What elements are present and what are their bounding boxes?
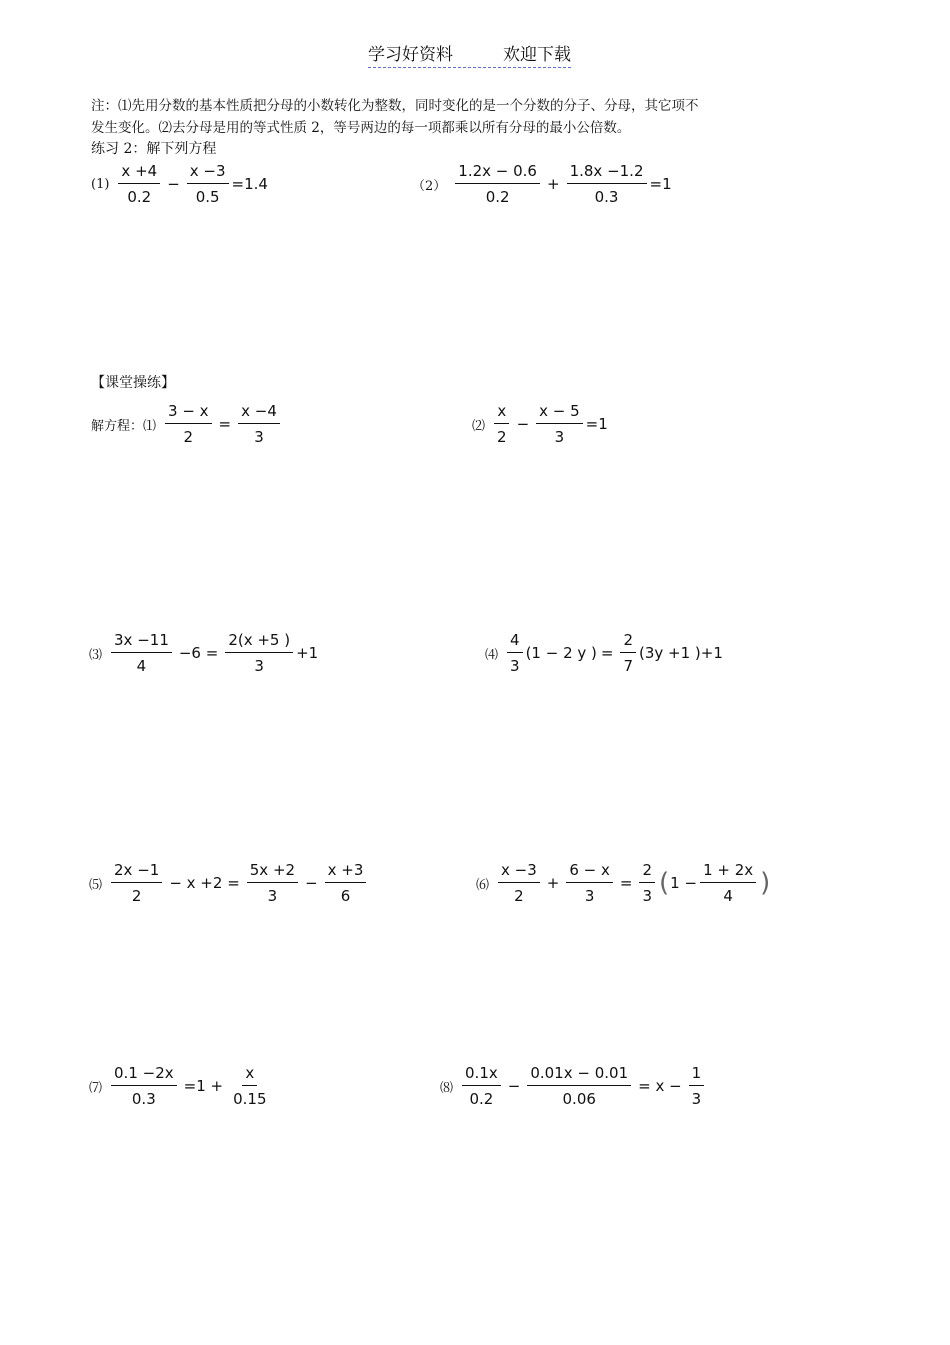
grouped-term: (3y +1 ) bbox=[639, 644, 701, 662]
denominator: 3 bbox=[691, 1090, 702, 1108]
fraction bbox=[700, 861, 756, 905]
denominator: 3 bbox=[642, 887, 653, 905]
numerator: 6 − x bbox=[566, 861, 613, 883]
numerator: 1.8x −1.2 bbox=[567, 162, 647, 184]
equals-sign: = bbox=[619, 874, 633, 892]
denominator: 2 bbox=[131, 887, 142, 905]
practice-problem-4 bbox=[485, 631, 723, 675]
equals-sign: = bbox=[600, 644, 614, 662]
middle-terms: =1 + bbox=[183, 1077, 224, 1095]
practice-title: 【课堂操练】 bbox=[91, 375, 175, 391]
exercise-2-problem-2 bbox=[412, 162, 672, 206]
left-parenthesis: ( bbox=[659, 868, 670, 898]
numerator: x +4 bbox=[118, 162, 160, 184]
operator: − bbox=[167, 175, 180, 193]
equals-sign: = bbox=[218, 415, 232, 433]
denominator: 3 bbox=[510, 657, 520, 675]
right-hand-side: =1.4 bbox=[231, 175, 268, 193]
problem-label: ⑹ bbox=[476, 877, 490, 893]
denominator: 0.2 bbox=[485, 188, 510, 206]
denominator: 3 bbox=[584, 887, 595, 905]
fraction bbox=[118, 162, 160, 206]
numerator: 0.1x bbox=[462, 1064, 501, 1086]
numerator: 3x −11 bbox=[111, 631, 172, 653]
denominator: 0.15 bbox=[233, 1090, 267, 1108]
denominator: 0.06 bbox=[562, 1090, 596, 1108]
problem-label: （2） bbox=[412, 178, 447, 194]
fraction bbox=[111, 631, 172, 675]
right-hand-side: =1 bbox=[649, 175, 672, 193]
numerator: 5x +2 bbox=[247, 861, 298, 883]
denominator: 2 bbox=[183, 428, 194, 446]
numerator: 4 bbox=[507, 631, 523, 653]
right-parenthesis: ) bbox=[760, 868, 771, 898]
problem-label: ⑷ bbox=[485, 647, 499, 663]
denominator: 7 bbox=[623, 657, 633, 675]
numerator: 1 + 2x bbox=[700, 861, 756, 883]
term: 1 − bbox=[670, 874, 698, 892]
denominator: 3 bbox=[554, 428, 565, 446]
problem-label: ⑵ bbox=[472, 418, 486, 434]
fraction bbox=[566, 861, 613, 905]
numerator: x − 5 bbox=[536, 402, 583, 424]
numerator: x bbox=[242, 1064, 257, 1086]
middle-terms: −6 = bbox=[178, 644, 219, 662]
fraction bbox=[527, 1064, 631, 1108]
operator: + bbox=[546, 874, 560, 892]
fraction bbox=[620, 631, 636, 675]
header-right: 欢迎下载 bbox=[503, 45, 571, 65]
numerator: x bbox=[494, 402, 509, 424]
numerator: 2x −1 bbox=[111, 861, 162, 883]
denominator: 6 bbox=[340, 887, 351, 905]
fraction bbox=[536, 402, 583, 446]
middle-terms: − x +2 = bbox=[169, 874, 240, 892]
page-header bbox=[368, 40, 571, 68]
note-line-2: 发生变化。⑵去分母是用的等式性质 2，等号两边的每一项都乘以所有分母的最小公倍数。 bbox=[91, 120, 631, 136]
fraction bbox=[111, 1064, 177, 1108]
fraction bbox=[225, 631, 293, 675]
denominator: 4 bbox=[136, 657, 147, 675]
practice-problem-3 bbox=[89, 631, 318, 675]
numerator: 2(x +5 ) bbox=[225, 631, 293, 653]
numerator: 2 bbox=[620, 631, 636, 653]
numerator: x −3 bbox=[498, 861, 540, 883]
numerator: 3 − x bbox=[165, 402, 212, 424]
numerator: 1.2x − 0.6 bbox=[455, 162, 540, 184]
right-hand-side: +1 bbox=[700, 644, 723, 662]
denominator: 3 bbox=[267, 887, 278, 905]
operator: − bbox=[516, 415, 530, 433]
fraction bbox=[238, 402, 280, 446]
fraction bbox=[111, 861, 162, 905]
operator: − bbox=[305, 874, 318, 892]
operator: − bbox=[507, 1077, 521, 1095]
fraction bbox=[494, 402, 510, 446]
fraction bbox=[325, 861, 367, 905]
denominator: 3 bbox=[254, 428, 264, 446]
fraction bbox=[230, 1064, 269, 1108]
denominator: 0.5 bbox=[195, 188, 220, 206]
fraction bbox=[567, 162, 647, 206]
fraction bbox=[689, 1064, 705, 1108]
operator: + bbox=[546, 175, 560, 193]
denominator: 0.3 bbox=[594, 188, 619, 206]
note-line-1: 注：⑴先用分数的基本性质把分母的小数转化为整数，同时变化的是一个分数的分子、分母，其它项不 bbox=[91, 98, 699, 114]
numerator: 0.1 −2x bbox=[111, 1064, 177, 1086]
middle-terms: = x − bbox=[638, 1077, 682, 1095]
fraction bbox=[187, 162, 229, 206]
practice-problem-7 bbox=[89, 1064, 273, 1108]
practice-problem-6 bbox=[476, 861, 771, 905]
exercise-2-title: 练习 2：解下列方程 bbox=[91, 141, 217, 157]
denominator: 0.2 bbox=[469, 1090, 494, 1108]
practice-problem-1 bbox=[91, 402, 283, 446]
practice-problem-2 bbox=[472, 402, 608, 446]
fraction bbox=[639, 861, 655, 905]
denominator: 0.2 bbox=[127, 188, 152, 206]
numerator: x +3 bbox=[325, 861, 367, 883]
problem-label: 解方程：⑴ bbox=[91, 418, 157, 434]
right-hand-side: =1 bbox=[585, 415, 608, 433]
problem-label: ⑶ bbox=[89, 647, 103, 663]
numerator: x −4 bbox=[238, 402, 280, 424]
denominator: 2 bbox=[514, 887, 524, 905]
numerator: 0.01x − 0.01 bbox=[527, 1064, 631, 1086]
fraction bbox=[165, 402, 212, 446]
fraction bbox=[247, 861, 298, 905]
denominator: 0.3 bbox=[131, 1090, 156, 1108]
header-left: 学习好资料 bbox=[368, 45, 453, 65]
practice-problem-8 bbox=[440, 1064, 707, 1108]
exercise-2-problem-1 bbox=[91, 162, 268, 206]
problem-label: ⑸ bbox=[89, 877, 103, 893]
problem-label: ⑻ bbox=[440, 1080, 454, 1096]
fraction bbox=[455, 162, 540, 206]
numerator: 1 bbox=[689, 1064, 705, 1086]
fraction bbox=[507, 631, 523, 675]
grouped-term: (1 − 2 y ) bbox=[525, 644, 597, 662]
fraction bbox=[498, 861, 540, 905]
denominator: 4 bbox=[723, 887, 733, 905]
practice-problem-5 bbox=[89, 861, 369, 905]
numerator: x −3 bbox=[187, 162, 229, 184]
denominator: 3 bbox=[254, 657, 264, 675]
right-hand-side: +1 bbox=[296, 644, 319, 662]
problem-label: ⑺ bbox=[89, 1080, 103, 1096]
fraction bbox=[462, 1064, 501, 1108]
numerator: 2 bbox=[639, 861, 655, 883]
problem-label: (1) bbox=[91, 176, 110, 192]
denominator: 2 bbox=[497, 428, 507, 446]
